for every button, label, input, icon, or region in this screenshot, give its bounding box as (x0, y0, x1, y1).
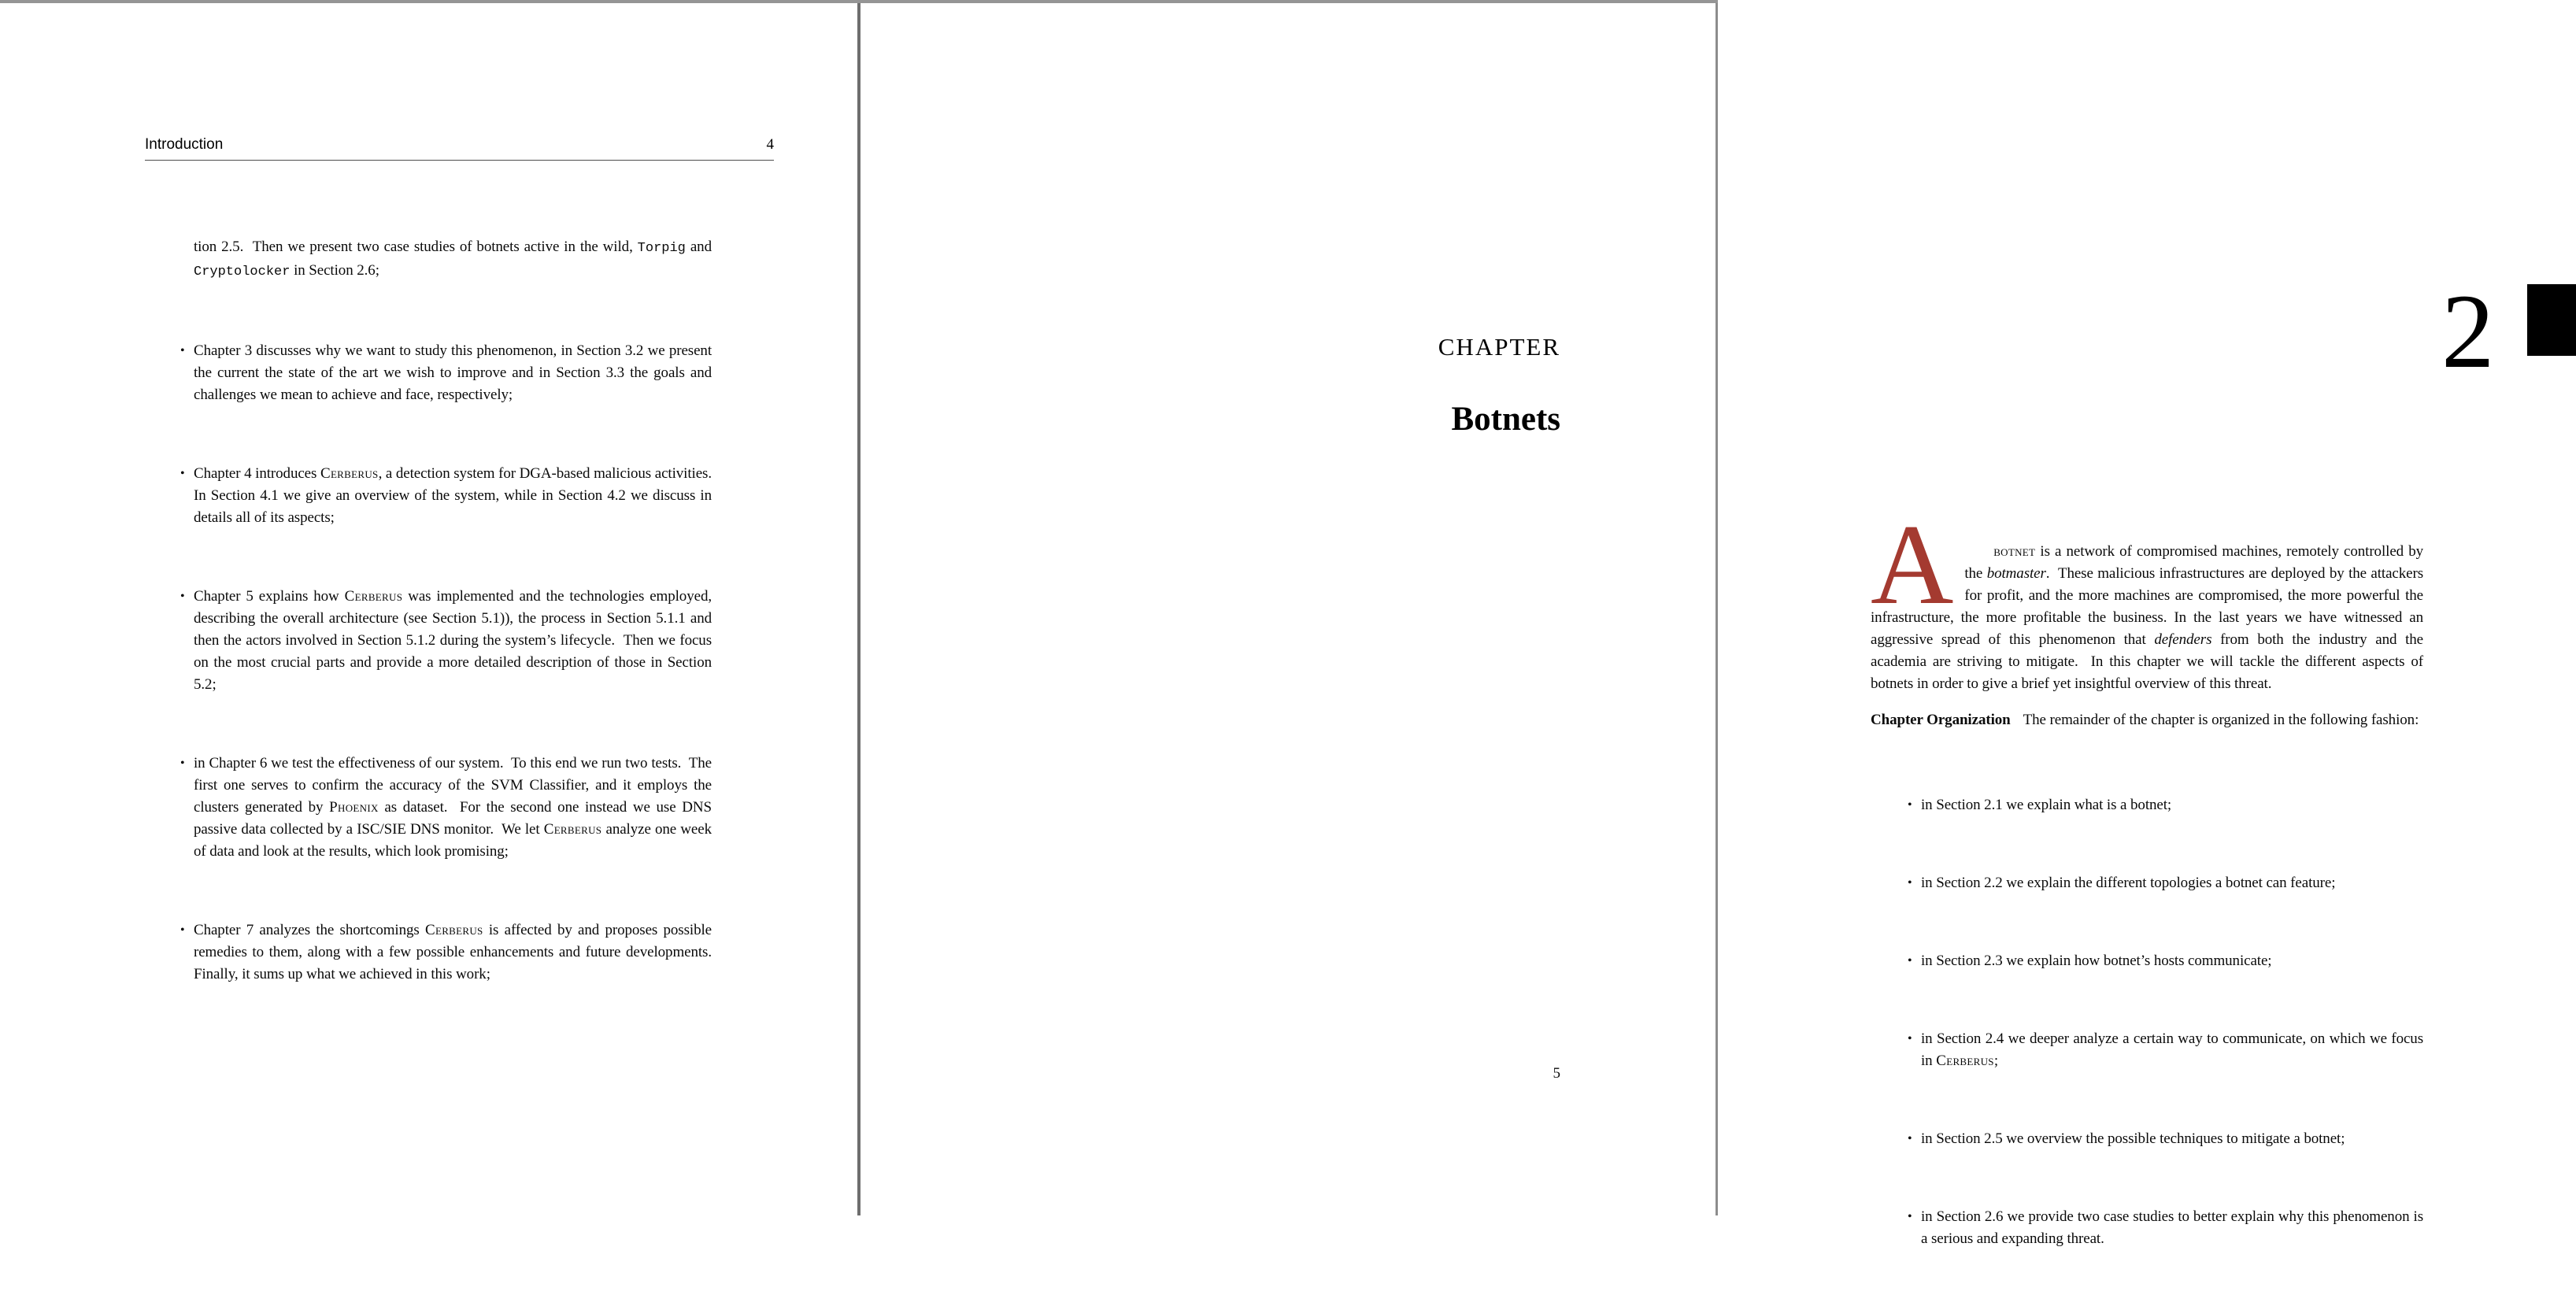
running-header-title: Introduction (145, 136, 224, 153)
section-overview-item: • in Section 2.4 we deeper analyze a certain way to communicate, on which we focus in Cerberus; (1921, 1028, 2423, 1072)
chapter-body (1871, 497, 2427, 1306)
chapter-summary-item: tion 2.5. Then we present two case studies of botnets active in the wild, Torpig and Cryptolocker in Section 2.6; (194, 239, 716, 279)
section-overview-item: • in Section 2.3 we explain how botnet’s hosts communicate; (1921, 950, 2423, 972)
chapter-organization-paragraph: Chapter Organization The remainder of the chapter is organized in the following fashion: (1871, 712, 2419, 728)
section-overview-item: • in Section 2.5 we overview the possible techniques to mitigate a botnet; (1921, 1128, 2423, 1150)
chapter-intro-paragraph: A botnet is a network of compromised machines, remotely controlled by the botmaster. These malicious infrastructures are deployed by the attackers for profit, and the more machines are compromised, the more powerful the infrastructure, the more profitable the business. In the last years we have witnessed an aggressive spread of this phenomenon that defenders from both the industry and the academia are striving to mitigate. In this chapter we will tackle the different aspects of botnets in order to give a brief yet insightful overview of this threat. (1871, 501, 2427, 692)
chapter-summary-item: • Chapter 7 analyzes the shortcomings Cerberus is affected by and proposes possible remedies to them, along with a few possible enhancements and future developments. Finally, it sums up what we achieved in this work; (194, 919, 712, 986)
page-number-right: 5 (1553, 1065, 1560, 1082)
right-page (861, 3, 2495, 1247)
chapter-summary-item: • in Chapter 6 we test the effectiveness of our system. To this end we run two tests. The first one serves to confirm the accuracy of the SVM Classifier, and it employs the clusters generated by Phoenix as dataset. For the second one instead we use DNS passive data collected by a ISC/SIE DNS monitor. We let Cerberus analyze one week of data and look at the results, which look promising; (194, 753, 712, 863)
chapter-title: Botnets (1451, 401, 1560, 438)
left-page (0, 3, 857, 1215)
chapter-summary-item: • Chapter 5 explains how Cerberus was implemented and the technologies employed, describing the overall architecture (see Section 5.1)), the process in Section 5.1.1 and then the actors involved in Section 5.1.2 during the system’s lifecycle. Then we focus on the most crucial parts and provide a more detailed description of those in Section 5.2; (194, 586, 712, 696)
chapter-number-box (2527, 284, 2576, 356)
section-overview-item: • in Section 2.6 we provide two case studies to better explain why this phenomenon is a serious and expanding threat. (1921, 1206, 2423, 1250)
section-overview-item: • in Section 2.2 we explain the different topologies a botnet can feature; (1921, 872, 2423, 894)
section-overview-list (1921, 750, 2427, 1306)
running-header (145, 136, 774, 161)
chapter-summary-list (194, 192, 720, 1042)
chapter-summary-item: • Chapter 3 discusses why we want to study this phenomenon, in Section 3.2 we present the current the state of the art we wish to improve and in Section 3.3 the goals and challenges we mean to achieve and face, respectively; (194, 340, 712, 406)
viewer-right-border (1715, 3, 1718, 1215)
section-overview-item: • in Section 2.1 we explain what is a botnet; (1921, 794, 2423, 816)
chapter-number: 2 (2441, 273, 2495, 390)
drop-cap: A (1871, 501, 1954, 628)
chapter-summary-item: • Chapter 4 introduces Cerberus, a detection system for DGA-based malicious activities. In Section 4.1 we give an overview of the system, while in Section 4.2 we discuss in details all of its aspects; (194, 463, 712, 529)
page-number-left: 4 (766, 136, 774, 153)
chapter-label: CHAPTER (1438, 333, 1560, 361)
